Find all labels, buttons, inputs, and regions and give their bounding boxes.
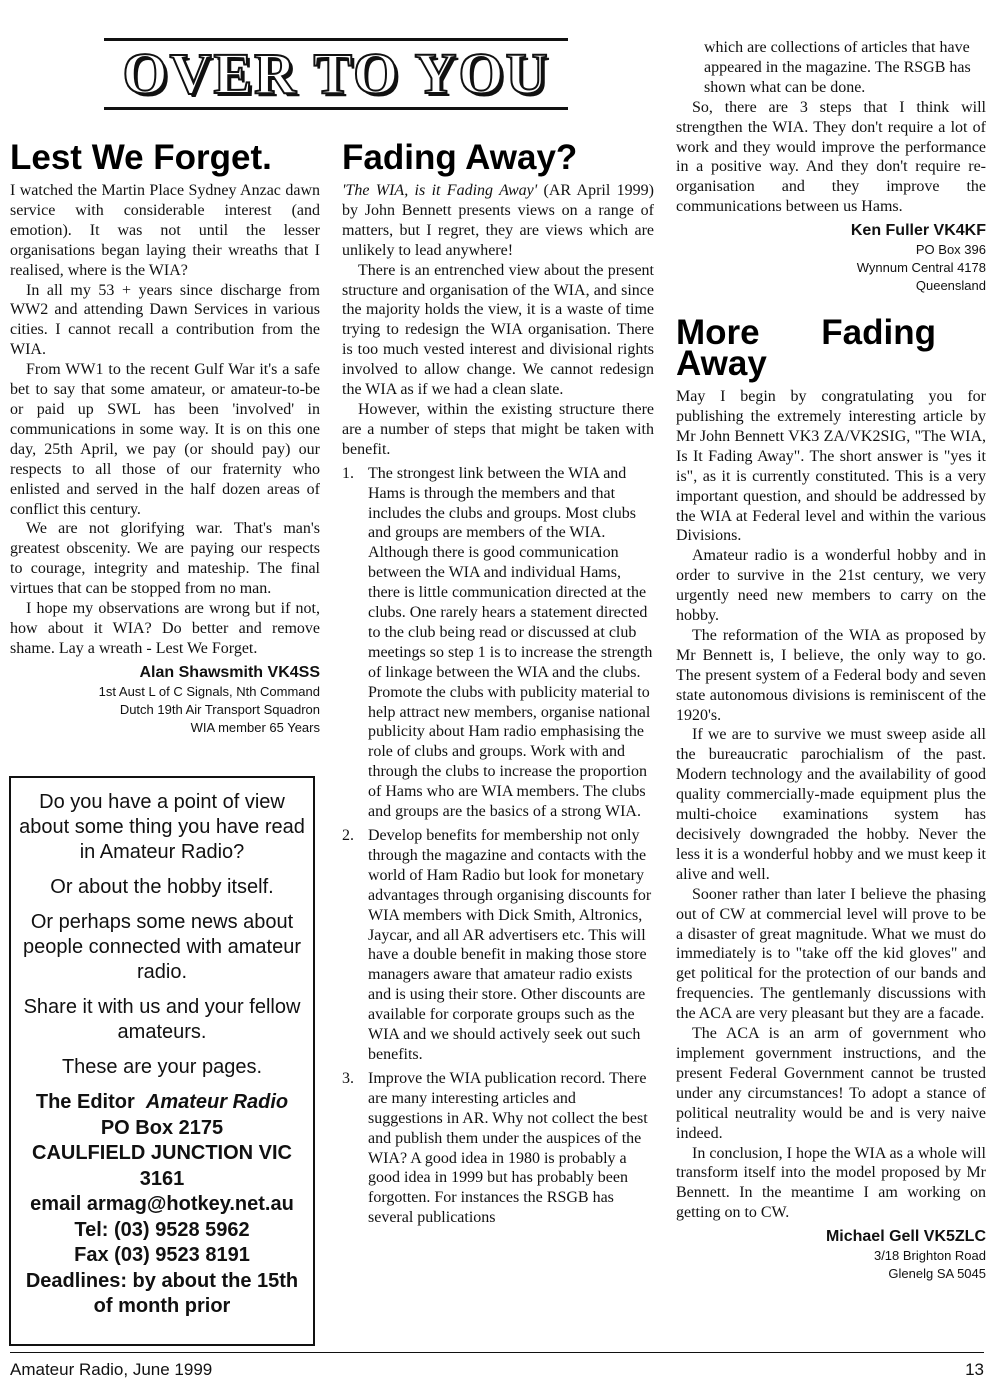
paragraph: I watched the Martin Place Sydney Anzac dawn service with considerable interest (and emotion). It was not until the lesser organisations began laying their wreaths that I realised, where is the WIA? [10, 182, 320, 279]
paragraph: In all my 53 + years since discharge from WW2 and attending Dawn Services in various cities. I cannot recall a contribution from the WIA. [10, 281, 320, 359]
paragraph: May I begin by congratulating you for publishing the extremely interesting article by Mr John Bennett VK3 ZA/VK2SIG, "The WIA, Is It Fading Away". The short answer is "yes it is", as it is currently constituted. This is a very important question, and should be addressed by the WIA at Federal level and within the various Divisions. [676, 388, 986, 545]
letter-fading-away [342, 138, 654, 1232]
address-line: PO Box 2175 [100, 1116, 224, 1139]
headline-fading-away: Fading Away? [342, 138, 578, 177]
column-three [676, 38, 986, 1283]
paragraph: I hope my observations are wrong but if not, how about it WIA? Do better and remove shame. Lay a wreath - Lest We Forget. [10, 600, 320, 657]
deadlines: Deadlines: by about the 15th of month prior [25, 1269, 299, 1317]
paragraph: From WW1 to the recent Gulf War it's a safe bet to say that some amateur, or amateur-to-be or paid up SWL has been 'involved' in communications in some way. It is on this one day, 25th April, we pay (or should pay) our respects to all those of our fraternity who enlisted and served in the half dozen areas of conflict this century. [10, 361, 320, 518]
step-text: Develop benefits for membership not only through the magazine and contacts with the world of Ham Radio but look for monetary advantages through organising discounts for WIA members with Dick Smith, Altronics, Jaycar, and all AR advertisers etc. This will have a double benefit in making those store managers aware that amateur radio exists and is using their store. Other discounts are available for corporate groups such as the WIA and we should actively seek out such benefits. [368, 827, 652, 1063]
headline-lest-we-forget: Lest We Forget. [10, 138, 272, 177]
signature-name: Ken Fuller VK4KF [850, 222, 986, 240]
publication-info: Amateur Radio, June 1999 [10, 1360, 213, 1379]
signature-line: 3/18 Brighton Road [873, 1248, 986, 1264]
paragraph [342, 181, 654, 261]
headline-more-fading-away: More Fading Away [676, 313, 936, 384]
signature-line: Glenelg SA 5045 [888, 1266, 986, 1282]
paragraph: The ACA is an arm of government who implement government instructions, and the present Federal Government cannot be trusted under any circumstances! To adopt a stance of political neutrality would be and is very naive indeed. [676, 1025, 986, 1142]
paragraph: So, there are 3 steps that I think will strengthen the WIA. They don't require a lot of work and they would improve the performance in a positive way. And they don't require re-organisation and they improve the communications between us Hams. [676, 98, 986, 216]
step-number: 1. [342, 464, 354, 482]
address-line: CAULFIELD JUNCTION VIC [32, 1142, 292, 1164]
callout-text: Do you have a point of view about some thing you have read in Amateur Radio? [19, 791, 305, 863]
telephone: Tel: (03) 9528 5962 [74, 1218, 250, 1241]
step-number: 2. [342, 827, 354, 844]
paragraph: There is an entrenched view about the present structure and organisation of the WIA, and since the majority holds the view, it is a waste of time trying to redesign the WIA organisation. There is too much vested interest and divisional rights involved to allow change. We cannot redesign the WIA as if we had a clean slate. [342, 261, 654, 399]
signature-name: Michael Gell VK5ZLC [825, 1228, 986, 1246]
step-text: Improve the WIA publication record. There are many interesting articles and suggestions in AR. Why not collect the best and publish them under the auspices of the WIA? A good idea in 1980 is probably a good idea in 1999 but has probably been forgotten. For instances the RSGB has several publications [368, 1069, 648, 1227]
intro-text: (AR April 1999) by John Bennett presents views on a range of matters, but I regret, they are views which are unlikely to lead anywhere! [342, 182, 654, 259]
address-line: 3161 [139, 1167, 185, 1190]
paragraph: However, within the existing structure there are a number of steps that might be taken with benefit. [342, 400, 654, 458]
editor-line [19, 1090, 305, 1116]
signature-name: Alan Shawsmith VK4SS [139, 663, 320, 681]
list-item [342, 826, 654, 1065]
continued-step-text: which are collections of articles that have appeared in the magazine. The RSGB has shown what can be done. [704, 39, 971, 96]
page-number: 13 [965, 1360, 984, 1379]
magazine-name: Amateur Radio [145, 1091, 289, 1113]
paragraph: If we are to survive we must sweep aside all the bureaucratic parochialism of the past. Modern technology and the availability of good quality commercially-made equipment plus the multi-choice examinations system has decisively downgraded the hobby. Never the less it is a wonderful hobby and we must keep it alive and well. [676, 726, 986, 883]
callout-text: These are your pages. [61, 1056, 263, 1078]
paragraph: The reformation of the WIA as proposed by Mr Bennett is, I believe, the only way to go. The present system of a Federal body and seven state autonomous divisions is reminiscent of the 1920's. [676, 626, 986, 724]
editor-label: The Editor [35, 1091, 135, 1113]
letter-lest-we-forget [10, 138, 320, 737]
callout-text: Share it with us and your fellow amateurs. [23, 996, 301, 1043]
cited-article-title: 'The WIA, is it Fading Away' [342, 182, 538, 199]
steps-list [342, 464, 654, 1228]
list-item [342, 464, 654, 822]
email-address: email armag@hotkey.net.au [30, 1193, 294, 1215]
paragraph: Amateur radio is a wonderful hobby and in order to survive in the 21st century, we very urgently need new members to carry on the hobby. [676, 547, 986, 625]
step-text: The strongest link between the WIA and Hams is through the members and that includes the clubs and groups. Most clubs and groups are members of the WIA. Although there is good communication between the WIA and individual Hams, there is little communication directed at the clubs. One rarely hears a statement directed to the club being read or discussed at club meetings so step 1 is to increase the strength of linkage between the WIA and the clubs. Promote the clubs with publicity material to help attract new members, organise national publicity about Ham radio emphasising the role of clubs and groups. Work with and through the clubs to increase the proportion of Hams who are WIA members. The clubs and groups are the basics of a strong WIA. [368, 464, 653, 821]
masthead-banner [104, 38, 568, 110]
callout-text: Or about the hobby itself. [50, 876, 274, 898]
paragraph: In conclusion, I hope the WIA as a whole will transform itself into the model proposed by Mr Bennett. In the meantime I am working on getting on to CW. [676, 1144, 986, 1222]
step-number: 3. [342, 1069, 354, 1087]
submission-callout-box [9, 776, 315, 1346]
signature-line: Wynnum Central 4178 [856, 260, 986, 276]
paragraph: Sooner rather than later I believe the phasing out of CW at commercial level will prove to be a disaster of great magnitude. What we must do immediately is to "take off the kid gloves" and get political for the protection of our bands and frequencies. The gentlemanly discussions with the ACA are very pleasant but they are a facade. [676, 885, 986, 1023]
signature-line: Dutch 19th Air Transport Squadron [119, 701, 320, 717]
list-item [342, 1069, 654, 1228]
masthead-title: OVER TO YOU [122, 41, 550, 106]
paragraph: We are not glorifying war. That's man's greatest obscenity. We are paying our respects to courage, integrity and mateship. The final virtues that can be stopped from no man. [10, 520, 320, 598]
fax: Fax (03) 9523 8191 [74, 1244, 250, 1266]
signature-line: WIA member 65 Years [190, 719, 320, 735]
page-footer [10, 1352, 984, 1380]
callout-text: Or perhaps some news about people connected with amateur radio. [23, 911, 301, 983]
signature-line: PO Box 396 [915, 242, 986, 258]
signature-line: Queensland [915, 278, 986, 294]
signature-line: 1st Aust L of C Signals, Nth Command [98, 683, 320, 699]
